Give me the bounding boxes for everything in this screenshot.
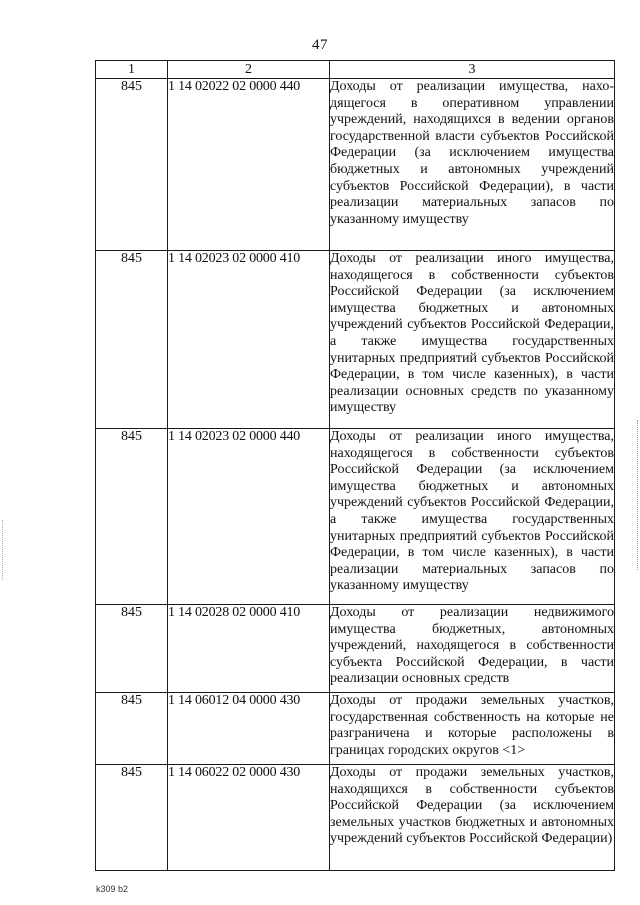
description-cell: Доходы от реализации имущества, находящегося в оперативном управлении учреждений, находящихся в ведении органов государственной власти субъектов Российской Федерации (за исключением имущества бюджетных и автономных учреждений субъектов Российской Федерации), в части реализации материальных запасов по указанному имуществу — [330, 79, 615, 251]
admin-code-cell: 845 — [96, 79, 168, 251]
column-header-2: 2 — [168, 61, 330, 79]
scan-margin-marks — [635, 420, 638, 570]
footer-code: k309 b2 — [96, 884, 129, 894]
budget-code-cell: 1 14 06022 02 0000 430 — [168, 765, 330, 871]
column-header-1: 1 — [96, 61, 168, 79]
description-cell: Доходы от продажи земельных участков, государственная собственность на которые не разграничена и которые расположены в границах городских округов <1> — [330, 693, 615, 765]
budget-code-cell: 1 14 02022 02 0000 440 — [168, 79, 330, 251]
admin-code-cell: 845 — [96, 251, 168, 429]
description-cell: Доходы от реализации иного имущества, находящегося в собственности субъектов Российской Федерации (за исключением имущества бюджетных и автономных учреждений субъектов Российской Федерации, а также имущества государственных унитарных предприятий субъектов Российской Федерации, в том числе казенных), в части реализации материальных запасов по указанному имуществу — [330, 429, 615, 605]
header-row — [96, 61, 615, 79]
table-row — [96, 79, 615, 251]
description-cell: Доходы от реализации недвижимого имущества бюджетных, автономных учреждений, находящегося в собственности субъекта Российской Федерации, в части реализации основных средств — [330, 605, 615, 693]
table-body — [96, 79, 615, 871]
table-row — [96, 251, 615, 429]
budget-code-cell: 1 14 02023 02 0000 440 — [168, 429, 330, 605]
scan-margin-marks-left — [2, 520, 5, 580]
column-header-3: 3 — [330, 61, 615, 79]
admin-code-cell: 845 — [96, 765, 168, 871]
budget-code-cell: 1 14 06012 04 0000 430 — [168, 693, 330, 765]
admin-code-cell: 845 — [96, 693, 168, 765]
description-cell: Доходы от реализации иного имущества, находящегося в собственности субъектов Российской Федерации (за исключением имущества бюджетных и автономных учреждений субъектов Российской Федерации, а также имущества государственных унитарных предприятий субъектов Российской Федерации, в том числе казенных), в части реализации основных средств по указанному имуществу — [330, 251, 615, 429]
table-row — [96, 693, 615, 765]
table-row — [96, 429, 615, 605]
table-header — [96, 61, 615, 79]
budget-code-cell: 1 14 02023 02 0000 410 — [168, 251, 330, 429]
revenue-codes-table — [95, 60, 615, 871]
page-number: 47 — [312, 37, 328, 53]
table-row — [96, 605, 615, 693]
admin-code-cell: 845 — [96, 605, 168, 693]
table-row — [96, 765, 615, 871]
admin-code-cell: 845 — [96, 429, 168, 605]
budget-code-cell: 1 14 02028 02 0000 410 — [168, 605, 330, 693]
description-cell: Доходы от продажи земельных участков, находящихся в собственности субъектов Российской Федерации (за исключением земельных участков бюджетных и автономных учреждений субъектов Российской Федерации) — [330, 765, 615, 871]
